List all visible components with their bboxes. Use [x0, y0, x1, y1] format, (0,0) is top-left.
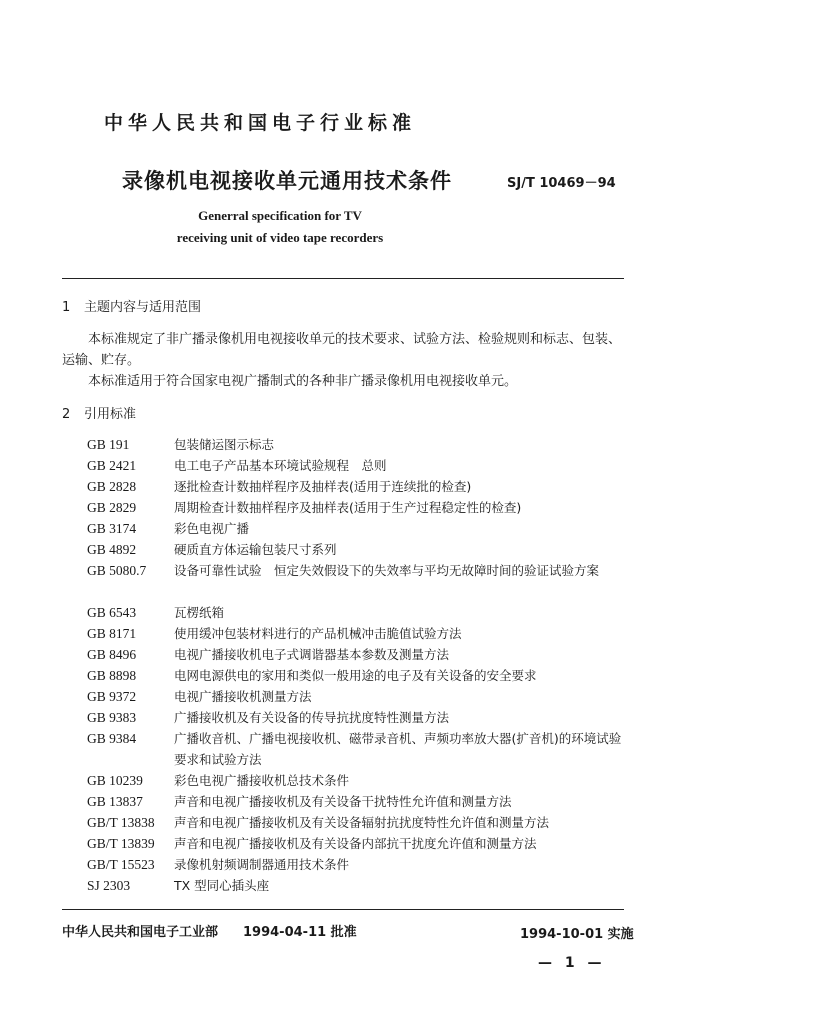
reference-title: 瓦楞纸箱 [174, 605, 225, 620]
reference-row [87, 728, 632, 770]
reference-row [87, 686, 632, 707]
reference-row [87, 833, 632, 854]
reference-code: GB 9383 [87, 710, 137, 725]
reference-title: 声音和电视广播接收机及有关设备干扰特性允许值和测量方法 [174, 794, 512, 809]
reference-row [87, 497, 632, 518]
reference-code: GB 10239 [87, 773, 143, 788]
bottom-divider [62, 909, 624, 910]
effective-date: 1994-10-01 实施 [520, 927, 634, 942]
section-1-heading [62, 296, 201, 315]
reference-title: 广播收音机、广播电视接收机、磁带录音机、声频功率放大器(扩音机)的环境试验要求和试验方法 [174, 731, 622, 767]
reference-title: 硬质直方体运输包装尺寸系列 [174, 542, 337, 557]
section-1-title: 主题内容与适用范围 [84, 300, 202, 315]
reference-code: GB/T 13839 [87, 836, 155, 851]
reference-code: GB 9384 [87, 731, 137, 746]
issuing-ministry: 中华人民共和国电子工业部 [62, 925, 219, 940]
reference-title: 设备可靠性试验 恒定失效假设下的失效率与平均无故障时间的验证试验方案 [174, 563, 600, 578]
reference-row [87, 875, 632, 896]
reference-code: GB 5080.7 [87, 563, 147, 578]
section-1-paragraph-2: 本标准适用于符合国家电视广播制式的各种非广播录像机用电视接收单元。 [88, 374, 518, 389]
reference-title: 广播接收机及有关设备的传导抗扰度特性测量方法 [174, 710, 450, 725]
reference-row [87, 623, 632, 644]
reference-title: 包装储运图示标志 [174, 437, 275, 452]
english-title-line-2: receiving unit of video tape recorders [176, 230, 384, 245]
reference-code: GB 2828 [87, 479, 137, 494]
reference-row [87, 518, 632, 539]
standard-code: SJ/T 10469－94 [507, 176, 616, 191]
reference-title: 电视广播接收机测量方法 [174, 689, 312, 704]
reference-row [87, 770, 632, 791]
reference-row [87, 644, 632, 665]
reference-row [87, 602, 632, 623]
reference-title: 使用缓冲包装材料进行的产品机械冲击脆值试验方法 [174, 626, 462, 641]
reference-row [87, 434, 632, 455]
section-2-title: 引用标准 [84, 407, 137, 422]
section-2-heading [62, 403, 136, 422]
section-2-number: 2 [62, 407, 71, 422]
reference-code: SJ 2303 [87, 878, 131, 893]
reference-title: 声音和电视广播接收机及有关设备内部抗干扰度允许值和测量方法 [174, 836, 537, 851]
reference-title: 电工电子产品基本环境试验规程 总则 [174, 458, 387, 473]
approval-date: 1994-04-11 批准 [243, 925, 357, 940]
reference-title: 逐批检查计数抽样程序及抽样表(适用于连续批的检查) [174, 479, 472, 494]
reference-code: GB 3174 [87, 521, 137, 536]
english-title-line-1: Generral specification for TV [198, 208, 362, 223]
reference-code: GB 2829 [87, 500, 137, 515]
reference-code: GB/T 13838 [87, 815, 155, 830]
reference-code: GB 4892 [87, 542, 137, 557]
reference-title: TX 型同心插头座 [174, 878, 270, 893]
reference-row [87, 455, 632, 476]
reference-row [87, 812, 632, 833]
reference-title: 录像机射频调制器通用技术条件 [174, 857, 350, 872]
reference-code: GB 13837 [87, 794, 143, 809]
section-1-number: 1 [62, 300, 71, 315]
reference-row [87, 539, 632, 560]
reference-code: GB 6543 [87, 605, 137, 620]
reference-title: 周期检查计数抽样程序及抽样表(适用于生产过程稳定性的检查) [174, 500, 522, 515]
reference-code: GB 2421 [87, 458, 137, 473]
reference-code: GB/T 15523 [87, 857, 155, 872]
reference-row [87, 854, 632, 875]
reference-code: GB 8171 [87, 626, 137, 641]
reference-code: GB 8496 [87, 647, 137, 662]
english-title [160, 205, 400, 249]
reference-title: 声音和电视广播接收机及有关设备辐射抗扰度特性允许值和测量方法 [174, 815, 550, 830]
reference-title: 电视广播接收机电子式调谐器基本参数及测量方法 [174, 647, 450, 662]
reference-row [87, 707, 632, 728]
reference-title: 彩色电视广播接收机总技术条件 [174, 773, 350, 788]
issuing-authority-header: 中华人民共和国电子行业标准 [104, 112, 417, 134]
reference-row [87, 791, 632, 812]
reference-code: GB 8898 [87, 668, 137, 683]
reference-row [87, 476, 632, 497]
reference-code: GB 191 [87, 437, 130, 452]
section-1-paragraph-1: 本标准规定了非广播录像机用电视接收单元的技术要求、试验方法、检验规则和标志、包装、运输、贮存。 [62, 332, 622, 368]
page-number: — 1 — [538, 955, 606, 971]
reference-title: 彩色电视广播 [174, 521, 250, 536]
reference-title: 电网电源供电的家用和类似一般用途的电子及有关设备的安全要求 [174, 668, 537, 683]
reference-row [87, 665, 632, 686]
reference-row [87, 560, 632, 581]
reference-code: GB 9372 [87, 689, 137, 704]
top-divider [62, 278, 624, 279]
document-title: 录像机电视接收单元通用技术条件 [122, 169, 452, 193]
